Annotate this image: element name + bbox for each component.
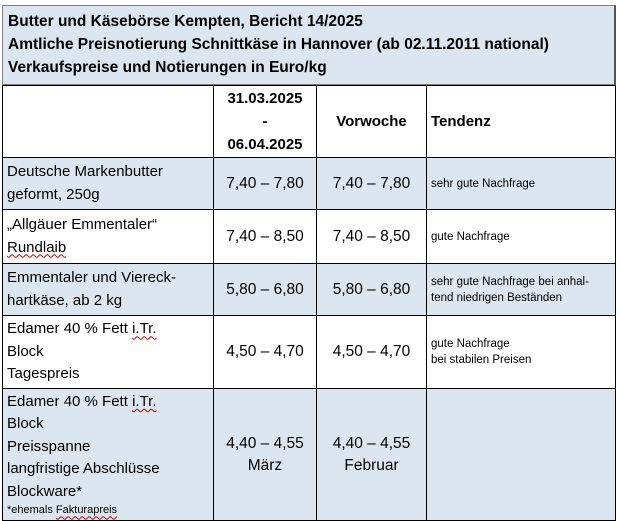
trend-line: gute Nachfrage — [431, 338, 510, 350]
product-line: geformt, 250g — [7, 185, 100, 203]
previous-price: 4,40 – 4,55 — [332, 434, 411, 452]
footnote-text: *ehemals — [7, 504, 56, 517]
current-month: März — [247, 456, 283, 474]
price-table — [2, 85, 616, 521]
current-price: 4,40 – 4,55 — [226, 434, 304, 452]
current-price-cell — [214, 389, 317, 521]
trend-cell — [427, 389, 616, 521]
trend-line: tend niedrigen Beständen — [431, 291, 563, 304]
trend-cell — [427, 316, 616, 389]
report-units: Verkaufspreise und Notierungen in Euro/kg — [8, 59, 327, 76]
trend-line: gute Nachfrage — [431, 230, 510, 243]
product-line: Block — [7, 415, 44, 433]
current-price: 5,80 – 6,80 — [214, 264, 317, 316]
spellcheck-marked-word: Fakturapreis — [55, 504, 118, 517]
period-dash: - — [262, 113, 268, 130]
product-cell — [3, 389, 214, 521]
current-price: 4,50 – 4,70 — [214, 316, 317, 389]
previous-price: 5,80 – 6,80 — [317, 264, 427, 316]
report-header — [2, 5, 616, 85]
header-current-period — [214, 86, 317, 158]
previous-price: 4,50 – 4,70 — [317, 316, 427, 389]
product-line: Block — [7, 342, 44, 360]
product-line: Deutsche Markenbutter — [7, 163, 163, 180]
product-cell — [3, 264, 214, 316]
product-line: Tagespreis — [7, 365, 80, 383]
trend-line: sehr gute Nachfrage — [431, 177, 536, 190]
product-text: Edamer 40 % Fett — [7, 320, 133, 338]
product-line: Preisspanne — [7, 437, 91, 455]
product-line: „Allgäuer Emmentaler“ — [7, 216, 158, 233]
product-text: Edamer 40 % Fett — [7, 392, 133, 410]
previous-month: Februar — [344, 456, 399, 474]
product-line: Emmentaler und Viereck- — [7, 269, 176, 286]
trend-cell — [427, 210, 616, 264]
trend-line: sehr gute Nachfrage bei anhal- — [431, 275, 589, 288]
table-row — [3, 264, 616, 316]
spellcheck-marked-word: Rundlaib — [7, 238, 67, 256]
product-line: langfristige Abschlüsse — [7, 460, 160, 478]
previous-price-cell — [317, 389, 427, 521]
product-line — [7, 391, 213, 414]
product-line: Blockware* — [7, 482, 83, 500]
current-price: 7,40 – 7,80 — [214, 158, 317, 210]
product-line — [7, 237, 213, 260]
report-title: Butter und Käsebörse Kempten, Bericht 14/2025 — [8, 13, 363, 30]
header-previous-week: Vorwoche — [317, 86, 427, 158]
current-price: 7,40 – 8,50 — [214, 210, 317, 264]
product-cell — [3, 316, 214, 389]
trend-cell — [427, 264, 616, 316]
product-cell — [3, 210, 214, 264]
trend-line: bei stabilen Preisen — [431, 354, 532, 366]
table-row — [3, 389, 616, 521]
previous-price: 7,40 – 8,50 — [317, 210, 427, 264]
table-row — [3, 316, 616, 389]
table-row — [3, 210, 616, 264]
spellcheck-marked-word: i.Tr. — [132, 392, 157, 410]
header-product-cell — [3, 86, 214, 158]
footnote — [7, 503, 213, 518]
report-frame — [2, 5, 615, 517]
product-line — [7, 318, 213, 341]
product-line: hartkäse, ab 2 kg — [7, 291, 123, 309]
period-start: 31.03.2025 — [227, 90, 303, 107]
trend-cell — [427, 158, 616, 210]
spellcheck-marked-word: i.Tr. — [132, 320, 157, 338]
previous-price: 7,40 – 7,80 — [317, 158, 427, 210]
report-subtitle: Amtliche Preisnotierung Schnittkäse in Hannover (ab 02.11.2011 national) — [8, 36, 549, 53]
header-trend: Tendenz — [427, 86, 616, 158]
period-end: 06.04.2025 — [227, 136, 303, 153]
product-cell — [3, 158, 214, 210]
table-header-row — [3, 86, 616, 158]
table-row — [3, 158, 616, 210]
